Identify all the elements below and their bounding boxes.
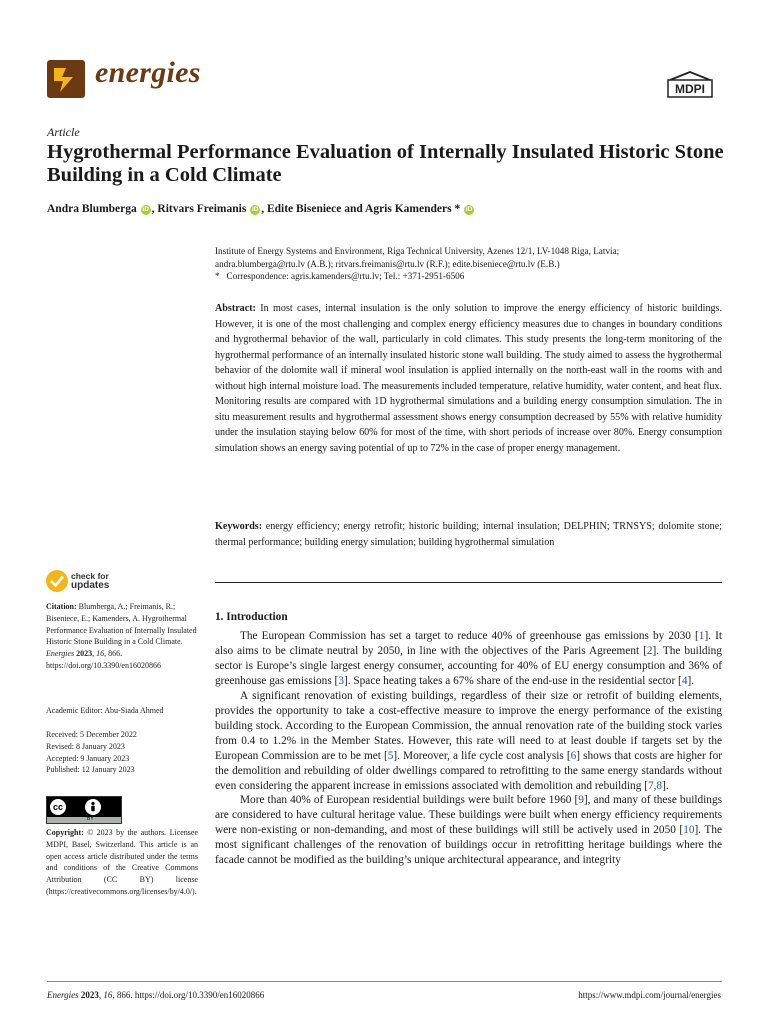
citation-pages: 866.	[108, 649, 123, 659]
citation-block: Citation: Blumberga, A.; Freimanis, R.; Biseniece, E.; Kamenders, A. Hygrothermal Performance Evaluation of Internally Insulated Historic Stone Building in a Cold Climate. Energies 2023, 16, 866. https://doi.org/10.3390/en16020866	[46, 602, 197, 670]
citation-volume: 16	[96, 649, 105, 659]
author-separator: ,	[151, 203, 158, 215]
reference-link[interactable]: 7,8	[647, 779, 663, 792]
mdpi-logo[interactable]	[666, 70, 714, 100]
divider	[215, 582, 722, 583]
abstract-text: In most cases, internal insulation is the only solution to improve the energy efficiency of historic buildings. However, it is one of the most challenging and complex energy efficiency measures due to changes in boundary conditions and hygrothermal behavior of the wall, particularly in cold climates. This study presents the long-term monitoring of the hygrothermal performance of an internally insulated historic stone wall building. The study aimed to assess the hygrothermal behavior of the dolomite wall if mineral wool insulation is applied internally on the north-east wall in the rooms with and without high internal moisture load. The measurements included temperature, relative humidity, water content, and heat flux. Monitoring results are compared with 1D hygrothermal simulations and a building energy consumption simulation. The in situ measurement results and hygrothermal assessment shows energy consumption decreased by 55% with relative humidity under the insulation staying below 60% for most of the time, with short periods of increase over 80%. Energy consumption simulation shows an energy saving potential of up to 72% in the case of proper energy management.	[215, 303, 722, 454]
footer-citation: Energies 2023, 16, 866. https://doi.org/10.3390/en16020866	[47, 990, 265, 1000]
check-updates-line: updates	[71, 580, 110, 591]
citation-label: Citation:	[46, 602, 77, 611]
paragraph: More than 40% of European residential buildings were built before 1960 [9], and many of these buildings are considered to have cultural heritage value. These buildings were built when energy efficiency requirements were non-existing or non-demanding, and most of these buildings will still be actively used in 2050 [10]. The most significant challenges of the renovation of buildings occur in retrofitting heritage buildings where the facade cannot be modified as the building’s unique architectural appearance, and integrity	[215, 794, 722, 867]
footer-journal-url[interactable]: https://www.mdpi.com/journal/energies	[578, 990, 721, 1000]
keywords-label: Keywords:	[215, 521, 263, 532]
footer-divider	[47, 981, 722, 982]
publisher-name: MDPI	[675, 82, 705, 96]
abstract	[215, 301, 722, 456]
copyright-label: Copyright:	[46, 828, 84, 837]
reference-link[interactable]: 3	[338, 674, 344, 687]
reference-link[interactable]: 4	[681, 674, 688, 687]
copyright-text: © 2023 by the authors. Licensee MDPI, Basel, Switzerland. This article is an open access article distributed under the terms and conditions of the Creative Commons Attribution (CC BY) license (https://creativecommons.org/licenses/by/4.0/).	[46, 828, 199, 896]
date-revised: Revised: 8 January 2023	[46, 741, 125, 751]
cc-icon: cc	[50, 799, 66, 815]
check-for-updates-button[interactable]	[46, 570, 136, 594]
correspondence	[215, 270, 725, 283]
cc-badge-bar	[47, 797, 121, 817]
date-published: Published: 12 January 2023	[46, 765, 135, 775]
footer-year: 2023	[80, 990, 99, 1000]
footer-journal: Energies	[47, 990, 79, 1000]
correspondence-text[interactable]: Correspondence: agris.kamenders@rtu.lv; Tel.: +371-2951-6506	[226, 271, 465, 281]
check-updates-line: check for	[71, 571, 109, 581]
article-type: Article	[47, 125, 80, 139]
author-list	[47, 203, 475, 215]
reference-link[interactable]: 6	[570, 749, 577, 762]
paragraph: A significant renovation of existing buildings, regardless of their size or retrofit of building elements, provides the opportunity to take a cost-effective measure to improve the energy performance of the existing building stock. According to the European Commission, the annual renovation rate of the building stock varies from 0.4 to 1.2% in the Member States. However, this rate will need to at least double if targets set by the European Commission are to be met [5]. Moreover, a life cycle cost analysis [6] shows that costs are higher for the demolition and rebuilding of older dwellings compared to retrofitting to the same energy standards without even considering the apparent increase in emissions associated with demolition and rebuilding [7,8].	[215, 689, 722, 792]
paragraph: The European Commission has set a target to reduce 40% of greenhouse gas emissions by 2030 [1]. It also aims to be climate neutral by 2050, in line with the objectives of the Paris Agreement [2]. The building sector is Europe’s single largest energy consumer, accounting for 40% of EU energy consumption and 36% of greenhouse gas emissions [3]. Space heating takes a 67% share of the end-use in the residential sector [4].	[215, 630, 722, 687]
reference-link[interactable]: 5	[387, 749, 394, 762]
affiliation-emails[interactable]: andra.blumberga@rtu.lv (A.B.); ritvars.freimanis@rtu.lv (R.F.); edite.biseniece@rtu.lv (E.B.)	[215, 258, 560, 269]
copyright-block	[46, 827, 198, 898]
cc-by-license-badge[interactable]	[46, 796, 122, 824]
citation-journal: Energies	[46, 649, 75, 659]
correspondence-mark: *	[215, 271, 220, 281]
author-name[interactable]: Andra Blumberga	[47, 203, 137, 215]
footer-volume: 16	[103, 990, 113, 1000]
dates-block	[46, 729, 198, 776]
attribution-icon	[85, 799, 101, 815]
affiliation-line: Institute of Energy Systems and Environment, Riga Technical University, Azenes 12/1, LV-1048 Riga, Latvia;	[215, 246, 620, 256]
citation-doi-link[interactable]: https://doi.org/10.3390/en16020866	[46, 660, 161, 670]
section-heading: 1. Introduction	[215, 611, 288, 623]
keywords-text: energy efficiency; energy retrofit; historic building; internal insulation; DELPHIN; TRNSYS; dolomite stone; thermal performance; building energy simulation; building hygrothermal simulation	[215, 521, 722, 548]
date-received: Received: 5 December 2022	[46, 730, 137, 739]
orcid-icon[interactable]: iD	[142, 206, 149, 213]
reference-link[interactable]: 1	[698, 630, 705, 642]
article-title: Hygrothermal Performance Evaluation of Internally Insulated Historic Stone Building in a Cold Climate	[47, 141, 724, 186]
check-updates-label	[71, 571, 109, 591]
reference-link[interactable]: 2	[646, 644, 653, 657]
body-text	[215, 629, 722, 868]
orcid-icon[interactable]: iD	[251, 206, 259, 213]
author-name[interactable]: Edite Biseniece and Agris Kamenders *	[266, 203, 461, 215]
reference-link[interactable]: 9	[578, 794, 584, 807]
citation-year: 2023	[76, 649, 93, 659]
journal-logo-icon	[47, 60, 85, 98]
reference-link[interactable]: 10	[683, 824, 695, 837]
footer-doi[interactable]: , 866. https://doi.org/10.3390/en16020866	[112, 990, 265, 1000]
journal-name[interactable]: energies	[95, 56, 201, 89]
author-separator: ,	[261, 203, 267, 215]
abstract-label: Abstract:	[215, 303, 256, 314]
check-updates-icon	[46, 570, 68, 592]
keywords	[215, 519, 722, 550]
academic-editor: Academic Editor: Abu-Siada Ahmed	[46, 706, 164, 715]
citation-text: Blumberga, A.; Freimanis, R.; Biseniece, E.; Kamenders, A. Hygrothermal Performance Evaluation of Internally Insulated Historic Stone Building in a Cold Climate.	[46, 602, 197, 647]
affiliation	[215, 245, 725, 283]
orcid-icon[interactable]: iD	[465, 206, 473, 213]
date-accepted: Accepted: 9 January 2023	[46, 753, 130, 763]
author-name[interactable]: Ritvars Freimanis	[157, 203, 247, 215]
by-label: BY	[87, 816, 94, 822]
